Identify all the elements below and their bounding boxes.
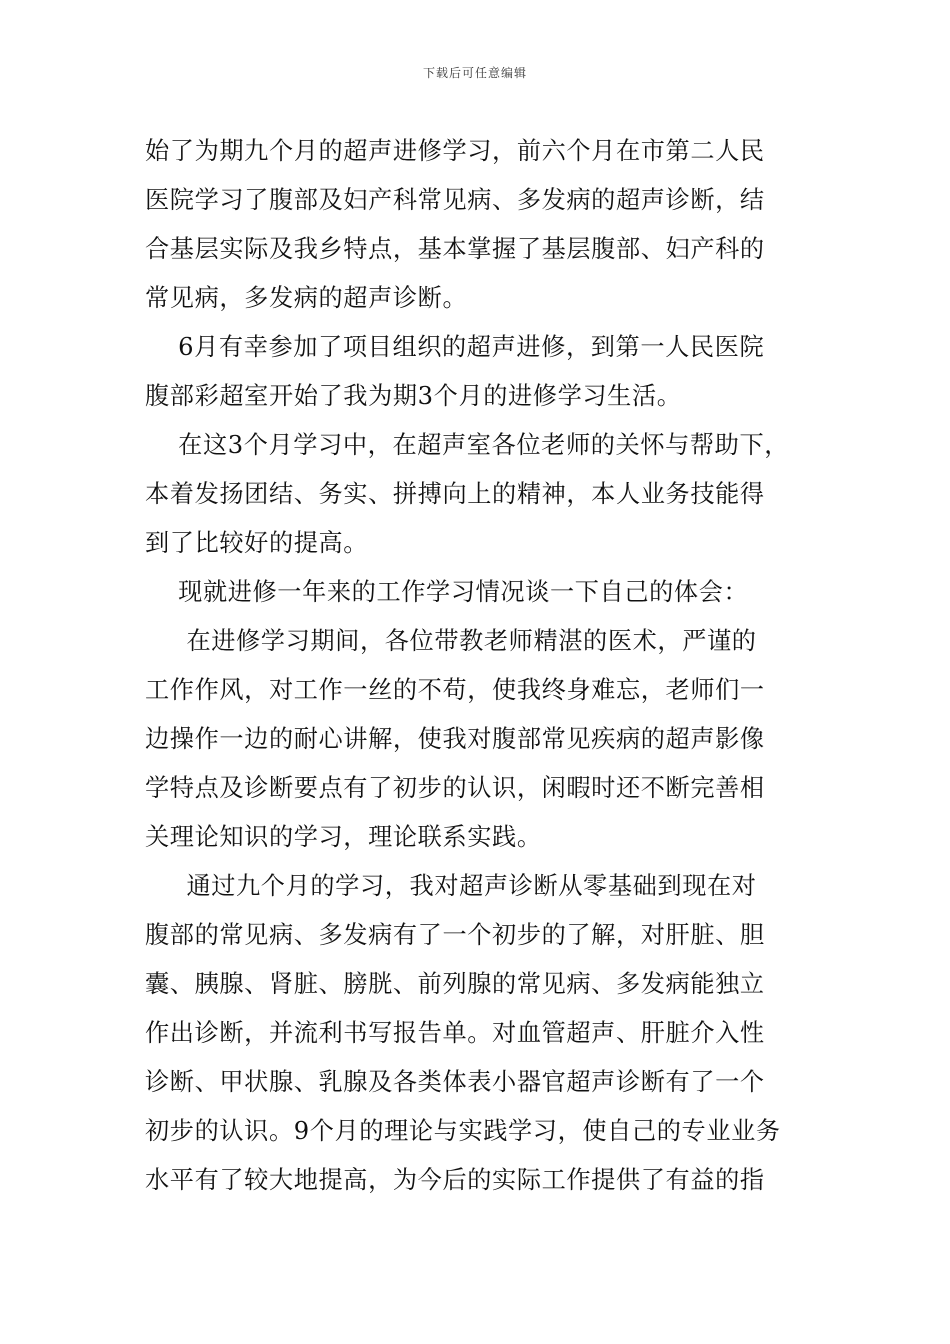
- text-line: 通过九个月的学习，我对超声诊断从零基础到现在对: [145, 872, 757, 900]
- text-line: 工作作风，对工作一丝的不苟，使我终身难忘，老师们一: [145, 676, 765, 704]
- text-line: 合基层实际及我乡特点，基本掌握了基层腹部、妇产科的: [145, 235, 765, 263]
- text-line: 医院学习了腹部及妇产科常见病、多发病的超声诊断，结: [145, 186, 765, 214]
- text-line: 腹部的常见病、多发病有了一个初步的了解，对肝脏、胆: [145, 921, 765, 949]
- text-line: 始了为期九个月的超声进修学习，前六个月在市第二人民: [145, 137, 765, 165]
- text-line: 边操作一边的耐心讲解，使我对腹部常见疾病的超声影像: [145, 725, 765, 753]
- text-line: 本着发扬团结、务实、拼搏向上的精神，本人业务技能得: [145, 480, 765, 508]
- text-line: 在这3个月学习中，在超声室各位老师的关怀与帮助下，: [145, 431, 790, 459]
- text-line: 到了比较好的提高。: [145, 529, 369, 557]
- text-line: 6月有幸参加了项目组织的超声进修，到第一人民医院: [145, 333, 765, 361]
- text-line: 常见病，多发病的超声诊断。: [145, 284, 468, 312]
- text-line: 水平有了较大地提高，为今后的实际工作提供了有益的指: [145, 1166, 765, 1194]
- text-line: 学特点及诊断要点有了初步的认识，闲暇时还不断完善相: [145, 774, 765, 802]
- text-line: 现就进修一年来的工作学习情况谈一下自己的体会：: [145, 578, 749, 606]
- text-line: 关理论知识的学习，理论联系实践。: [145, 823, 542, 851]
- text-line: 诊断、甲状腺、乳腺及各类体表小器官超声诊断有了一个: [145, 1068, 765, 1096]
- text-line: 作出诊断，并流利书写报告单。对血管超声、肝脏介入性: [145, 1019, 765, 1047]
- text-line: 囊、胰腺、肾脏、膀胱、前列腺的常见病、多发病能独立: [145, 970, 765, 998]
- text-line: 初步的认识。9个月的理论与实践学习，使自己的专业业务: [145, 1117, 781, 1145]
- text-line: 腹部彩超室开始了我为期3个月的进修学习生活。: [145, 382, 682, 410]
- page-header: 下载后可任意编辑: [422, 66, 527, 80]
- text-line: 在进修学习期间，各位带教老师精湛的医术，严谨的: [145, 627, 757, 655]
- document-body: [145, 127, 835, 1205]
